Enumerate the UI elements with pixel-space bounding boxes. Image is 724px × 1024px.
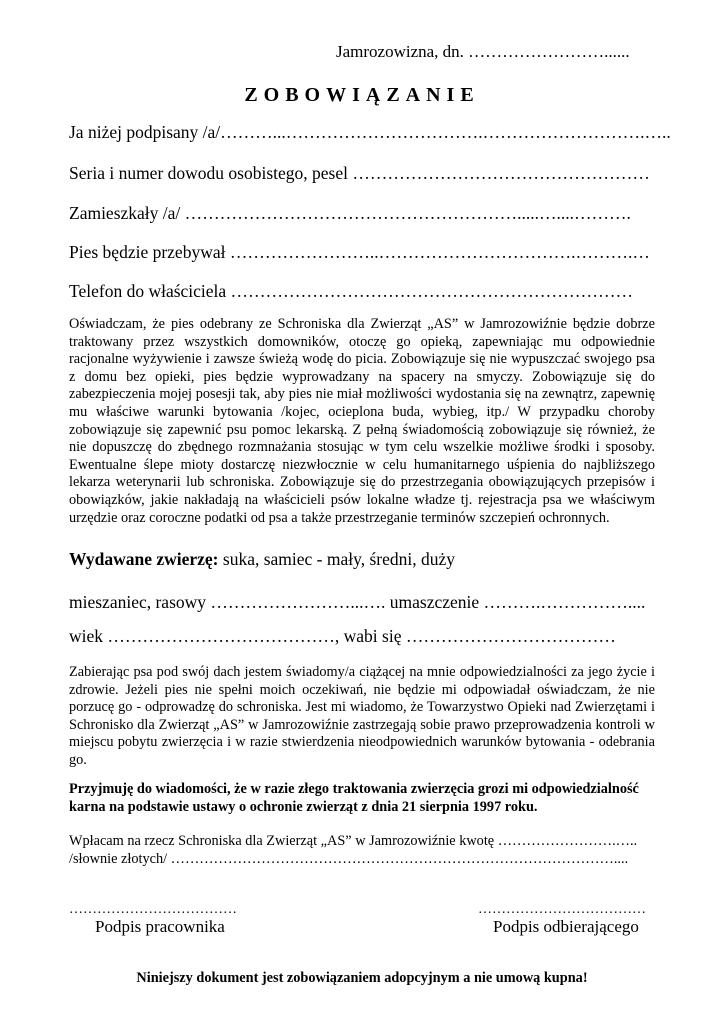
- dog-location-field: Pies będzie przebywał ……………………..…………………………….……….…: [69, 242, 650, 262]
- age-name-line: wiek …………………………………, wabi się ………………………………: [69, 626, 616, 646]
- address-field: Zamieszkały /a/ ………………………………………………….....…....……….: [69, 203, 631, 223]
- employee-signature-line: ………………………………: [69, 902, 237, 917]
- breed-color-line: mieszaniec, rasowy ……………………...…. umaszczenie ……….……………....: [69, 592, 646, 612]
- animal-options: suka, samiec - mały, średni, duży: [218, 549, 456, 569]
- footer-note: Niniejszy dokument jest zobowiązaniem adopcyjnym a nie umową kupna!: [136, 970, 588, 986]
- declaration-paragraph: Oświadczam, że pies odebrany ze Schroniska dla Zwierząt „AS” w Jamrozowiźnie będzie dobrze traktowany przez wszystkich domowników, otoczę go opieką, zapewniając mu odpowiednie racjonalne wyżywienie i zawsze świeżą wodę do picia. Zobowiązuje się nie wypuszczać swojego psa z domu bez opieki, pies będzie wyprowadzany na spacery na smyczy. Zobowiązuje się do zabezpieczenia mojej posesji tak, aby pies nie miał możliwości wydostania się na zewnątrz, zapewnię mu właściwe warunki bytowania /kojec, ocieplona buda, wybieg, itp./ W przypadku choroby zobowiązuje się zapewnić psu pomoc lekarską. Z pełną świadomością zobowiązuje się również, że nie dopuszczę do zbędnego rozmnażania stosując w tym celu wszelkie możliwe środki i sposoby. Ewentualne ślepe mioty dostarczę niezwłocznie w celu humanitarnego uśpienia do najbliższego lekarza weterynarii lub schroniska. Zobowiązuje się do przestrzegania obowiązujących przepisów i obowiązków, jakie nakładają na właścicieli psów lokalne władze tj. rejestracja psa we właściwym urzędzie oraz coroczne podatki od psa a także przestrzeganie terminów szczepień ochronnych.: [69, 316, 655, 526]
- id-number-field: Seria i numer dowodu osobistego, pesel ……………………………………………: [69, 163, 650, 183]
- legal-notice: Przyjmuję do wiadomości, że w razie złego traktowania zwierzęcia grozi mi odpowiedzialność karna na podstawie ustawy o ochronie zwierząt z dnia 21 sierpnia 1997 roku.: [69, 781, 639, 815]
- recipient-signature-line: ………………………………: [478, 902, 646, 917]
- document-title: ZOBOWIĄZANIE: [244, 84, 480, 106]
- payment-words-line: /słownie złotych/ …………………………………………………………………………………....: [69, 851, 629, 867]
- employee-signature-label: Podpis pracownika: [95, 917, 225, 936]
- animal-type-line: [69, 549, 455, 570]
- phone-field: Telefon do właściciela ……………………………………………………………: [69, 281, 634, 301]
- responsibility-paragraph: Zabierając psa pod swój dach jestem świadomy/a ciążącej na mnie odpowiedzialności za jego życie i zdrowie. Jeżeli pies nie spełni moich oczekiwań, nie będzie mi odpowiadał oświadczam, że nie porzucę go - odprowadzę do schroniska. Jest mi wiadomo, że Towarzystwo Opieki nad Zwierzętami i Schronisko dla Zwierząt „AS” w Jamrozowiźnie zastrzegają sobie prawo przeprowadzenia kontroli w miejscu pobytu zwierzęcia i w razie stwierdzenia nieodpowiednich warunków bytowania - odebrania go.: [69, 664, 655, 768]
- payment-amount-line: Wpłacam na rzecz Schroniska dla Zwierząt „AS” w Jamrozowiźnie kwotę …………………….…..: [69, 833, 638, 849]
- date-line: Jamrozowizna, dn. ……………………......: [336, 42, 630, 61]
- recipient-signature-label: Podpis odbierającego: [493, 917, 639, 936]
- animal-label: Wydawane zwierzę:: [69, 549, 219, 569]
- name-field: Ja niżej podpisany /a/………...…………………………….……………………….…..: [69, 122, 671, 142]
